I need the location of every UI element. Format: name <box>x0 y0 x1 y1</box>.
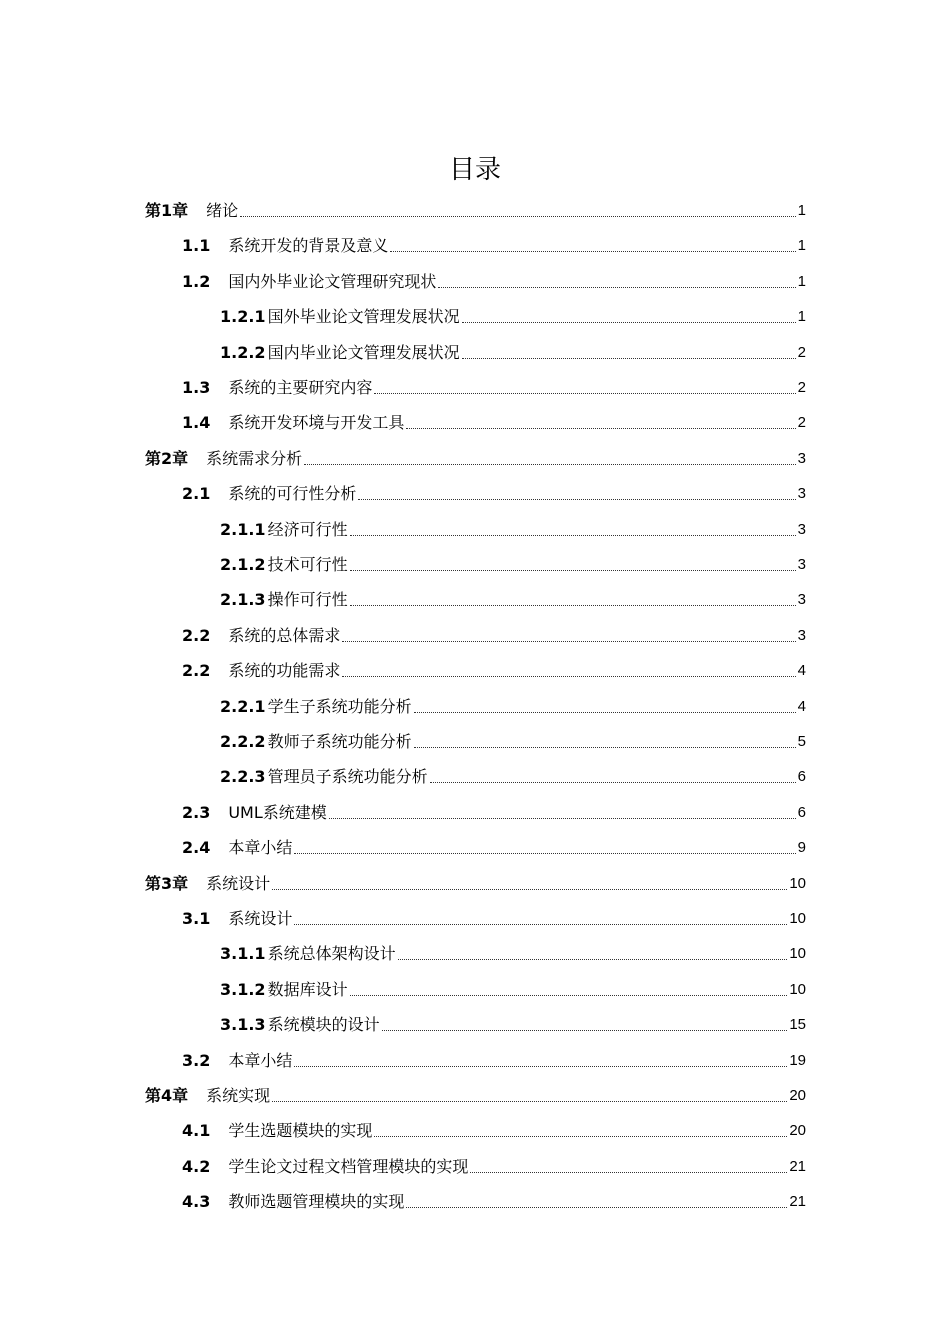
dot-leader <box>374 393 795 394</box>
toc-entry[interactable] <box>182 1183 806 1213</box>
dot-leader <box>240 216 796 217</box>
toc-entry-number: 2.1 <box>182 484 211 504</box>
toc-entry-title: 教师子系统功能分析 <box>267 732 412 751</box>
dot-leader <box>406 428 795 429</box>
toc-entry-number: 1.2.2 <box>220 342 266 362</box>
toc-entry[interactable] <box>182 227 806 257</box>
toc-entry-title: 系统的可行性分析 <box>228 484 357 504</box>
toc-entry-title: 本章小结 <box>228 1050 293 1070</box>
toc-entry-number: 第3章 <box>145 873 189 893</box>
toc-entry[interactable] <box>182 900 806 930</box>
toc-entry-title: 系统的总体需求 <box>228 625 341 645</box>
toc-entry-page-number: 3 <box>797 449 806 467</box>
toc-entry-title: 国内外毕业论文管理研究现状 <box>228 271 437 291</box>
toc-entry-title: 系统开发的背景及意义 <box>228 236 389 256</box>
toc-entry-title: 系统模块的设计 <box>267 1015 380 1035</box>
toc-entry-page-number: 15 <box>789 1016 806 1034</box>
toc-entry-page-number: 4 <box>797 697 806 715</box>
toc-entry-title: 系统的主要研究内容 <box>228 378 373 397</box>
toc-entry-title: 教师选题管理模块的实现 <box>228 1192 405 1212</box>
toc-entry-title: 国内毕业论文管理发展状况 <box>267 342 460 362</box>
toc-entry[interactable] <box>182 263 806 293</box>
toc-entry-number: 2.2.1 <box>220 696 266 716</box>
toc-entry-title: 经济可行性 <box>267 519 348 539</box>
toc-entry-title: 技术可行性 <box>267 555 348 574</box>
toc-entry-title: 系统需求分析 <box>206 448 303 468</box>
toc-entry[interactable] <box>220 334 806 364</box>
toc-entry-page-number: 3 <box>797 520 806 538</box>
toc-entry-number: 1.2 <box>182 271 211 291</box>
dot-leader <box>350 605 796 606</box>
toc-entry-number: 2.1.3 <box>220 590 266 610</box>
toc-entry-title: 学生论文过程文档管理模块的实现 <box>228 1156 469 1176</box>
toc-entry[interactable] <box>145 1077 806 1107</box>
toc-entry[interactable] <box>220 581 806 611</box>
toc-entry-number: 2.2 <box>182 625 211 645</box>
toc-entry-number: 4.3 <box>182 1192 211 1212</box>
toc-entry[interactable] <box>220 298 806 328</box>
toc-entry-number: 1.4 <box>182 413 211 433</box>
dot-leader <box>342 641 795 642</box>
toc-entry-title: 系统总体架构设计 <box>267 944 396 964</box>
toc-entry-page-number: 6 <box>797 768 806 786</box>
toc-entry-title: UML系统建模 <box>228 802 327 822</box>
toc-entry-page-number: 4 <box>797 662 806 680</box>
toc-entry[interactable] <box>220 511 806 541</box>
toc-entry-number: 2.1.2 <box>220 555 266 574</box>
toc-entry[interactable] <box>220 546 806 576</box>
toc-entry-title: 系统实现 <box>206 1086 271 1105</box>
toc-entry-title: 管理员子系统功能分析 <box>267 767 428 787</box>
dot-leader <box>406 1207 787 1208</box>
toc-entry-number: 第2章 <box>145 448 189 468</box>
toc-entry-page-number: 21 <box>789 1193 806 1211</box>
toc-entry[interactable] <box>182 829 806 859</box>
toc-entry-number: 2.4 <box>182 838 211 858</box>
toc-entry[interactable] <box>182 369 806 399</box>
dot-leader <box>272 889 787 890</box>
toc-entry-page-number: 21 <box>789 1157 806 1175</box>
page-title: 目录 <box>448 155 501 185</box>
toc-entry[interactable] <box>220 688 806 718</box>
toc-entry[interactable] <box>182 1042 806 1072</box>
toc-entry[interactable] <box>220 723 806 753</box>
toc-entry[interactable] <box>220 758 806 788</box>
toc-entry[interactable] <box>182 475 806 505</box>
toc-entry-page-number: 10 <box>789 980 806 998</box>
toc-entry-number: 3.2 <box>182 1050 211 1070</box>
toc-entry[interactable] <box>182 1112 806 1142</box>
dot-leader <box>272 1101 787 1102</box>
dot-leader <box>294 924 787 925</box>
dot-leader <box>462 358 796 359</box>
toc-entry-number: 第1章 <box>145 201 189 220</box>
toc-entry-title: 系统的功能需求 <box>228 661 341 681</box>
dot-leader <box>342 676 795 677</box>
toc-entry-page-number: 20 <box>789 1087 806 1104</box>
toc-entry-page-number: 1 <box>797 308 806 326</box>
toc-entry-number: 第4章 <box>145 1086 189 1105</box>
toc-entry-number: 1.1 <box>182 236 211 256</box>
dot-leader <box>470 1172 787 1173</box>
dot-leader <box>294 1066 787 1067</box>
dot-leader <box>294 853 795 854</box>
toc-entry-number: 2.2.3 <box>220 767 266 787</box>
toc-entry-title: 绪论 <box>206 201 239 220</box>
toc-entry-page-number: 1 <box>797 272 806 290</box>
toc-entry-page-number: 9 <box>797 839 806 857</box>
dot-leader <box>382 1030 788 1031</box>
toc-entry-page-number: 10 <box>789 910 806 927</box>
toc-entry[interactable] <box>145 440 806 470</box>
toc-entry-title: 学生子系统功能分析 <box>267 696 412 716</box>
toc-entry-title: 系统设计 <box>228 909 293 928</box>
toc-entry-title: 系统开发环境与开发工具 <box>228 413 405 433</box>
dot-leader <box>462 322 796 323</box>
toc-entry-title: 本章小结 <box>228 838 293 858</box>
toc-entry-number: 3.1.2 <box>220 979 266 999</box>
toc-entry-title: 系统设计 <box>206 873 271 893</box>
toc-entry-page-number: 1 <box>797 202 806 219</box>
toc-entry-number: 1.3 <box>182 378 211 397</box>
toc-entry[interactable] <box>220 971 806 1001</box>
toc-entry[interactable] <box>182 1148 806 1178</box>
toc-entry[interactable] <box>182 404 806 434</box>
toc-entry-page-number: 3 <box>797 556 806 573</box>
toc-entry-page-number: 1 <box>797 237 806 255</box>
toc-entry-page-number: 5 <box>797 733 806 750</box>
toc-entry[interactable] <box>145 865 806 895</box>
dot-leader <box>390 251 795 252</box>
toc-entry-page-number: 6 <box>797 803 806 821</box>
toc-entry[interactable] <box>220 935 806 965</box>
toc-entry-page-number: 10 <box>789 874 806 892</box>
dot-leader <box>414 747 796 748</box>
dot-leader <box>398 959 788 960</box>
dot-leader <box>438 287 795 288</box>
toc-entry-title: 国外毕业论文管理发展状况 <box>267 307 460 327</box>
toc-entry-page-number: 3 <box>797 626 806 644</box>
toc-entry-title: 数据库设计 <box>267 979 348 999</box>
dot-leader <box>350 570 796 571</box>
toc-entry-number: 4.1 <box>182 1121 211 1141</box>
toc-entry-number: 4.2 <box>182 1156 211 1176</box>
toc-entry-title: 操作可行性 <box>267 590 348 610</box>
toc-entry-page-number: 3 <box>797 485 806 503</box>
toc-entry-page-number: 10 <box>789 945 806 963</box>
dot-leader <box>304 464 796 465</box>
toc-entry-title: 学生选题模块的实现 <box>228 1121 373 1141</box>
toc-entry-number: 2.2.2 <box>220 732 266 751</box>
toc-entry-page-number: 19 <box>789 1051 806 1069</box>
toc-entry-page-number: 2 <box>797 343 806 361</box>
toc-entry[interactable] <box>182 617 806 647</box>
toc-entry-number: 2.3 <box>182 802 211 822</box>
toc-entry[interactable] <box>182 794 806 824</box>
toc-entry-number: 3.1.1 <box>220 944 266 964</box>
dot-leader <box>358 499 795 500</box>
toc-entry-number: 3.1.3 <box>220 1015 266 1035</box>
dot-leader <box>329 818 796 819</box>
toc-entry[interactable] <box>182 652 806 682</box>
dot-leader <box>350 995 788 996</box>
dot-leader <box>350 535 796 536</box>
toc-entry-number: 3.1 <box>182 909 211 928</box>
toc-entry-page-number: 2 <box>797 379 806 396</box>
toc-entry-number: 1.2.1 <box>220 307 266 327</box>
toc-entry-page-number: 20 <box>789 1122 806 1140</box>
toc-entry-page-number: 3 <box>797 591 806 609</box>
dot-leader <box>374 1136 787 1137</box>
toc-entry-page-number: 2 <box>797 414 806 432</box>
toc-entry[interactable] <box>220 1006 806 1036</box>
toc-entry-number: 2.2 <box>182 661 211 681</box>
dot-leader <box>414 712 796 713</box>
toc-entry[interactable] <box>145 192 806 222</box>
toc-entry-number: 2.1.1 <box>220 519 266 539</box>
dot-leader <box>430 782 796 783</box>
